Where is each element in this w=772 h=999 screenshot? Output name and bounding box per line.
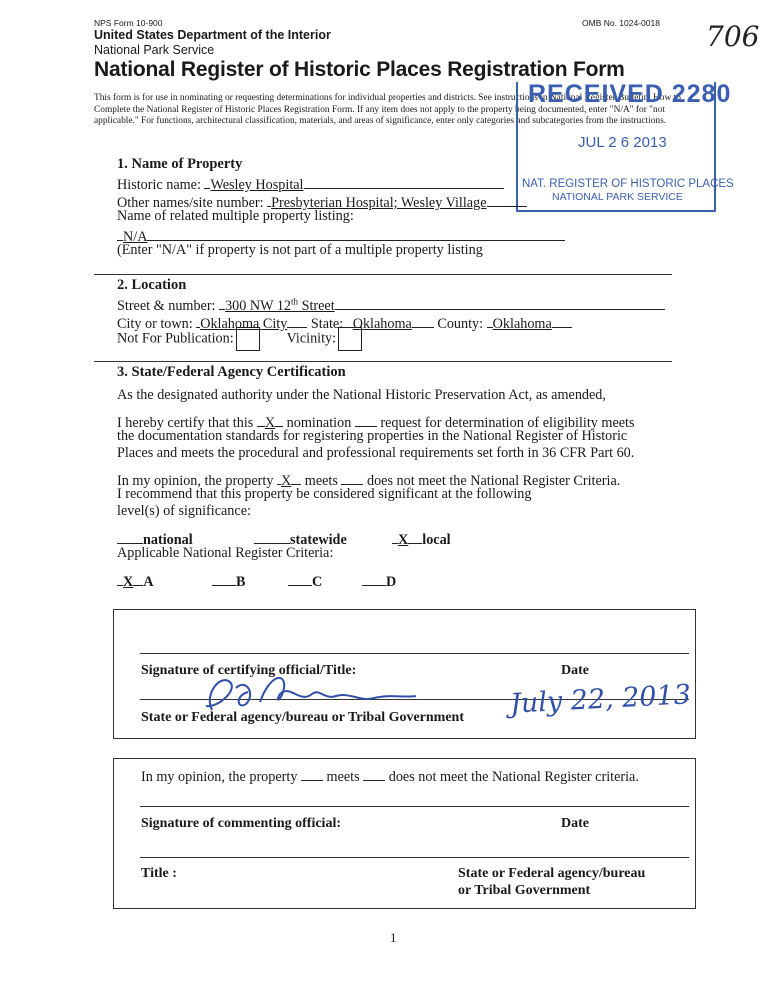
levels-text: level(s) of significance: xyxy=(117,503,251,519)
stamp-date: JUL 2 6 2013 xyxy=(578,134,667,151)
vicinity-label: Vicinity: xyxy=(286,330,337,347)
commenting-opinion-text: In my opinion, the property xyxy=(141,769,301,785)
criteria-d-label: D xyxy=(386,574,397,590)
related-listing-note: (Enter "N/A" if property is not part of a multiple property listing xyxy=(117,242,483,258)
state-value: Oklahoma xyxy=(352,316,412,332)
commenting-not-meet-text: does not meet the National Register criteria. xyxy=(385,769,639,785)
commenting-agency-label-2: or Tribal Government xyxy=(458,883,591,898)
state-label: State: xyxy=(310,316,344,332)
nomination-mark: X xyxy=(264,415,276,431)
criteria-b-label: B xyxy=(236,574,246,590)
street-label: Street & number: xyxy=(117,298,216,314)
statewide-label: statewide xyxy=(290,532,347,548)
national-label: national xyxy=(143,532,193,548)
form-number: NPS Form 10-900 xyxy=(94,18,163,28)
not-for-publication-label: Not For Publication: xyxy=(117,330,234,347)
section1-title: 1. Name of Property xyxy=(117,156,243,172)
section3-title: 3. State/Federal Agency Certification xyxy=(117,364,346,380)
commenting-signature-label: Signature of commenting official: xyxy=(141,816,341,831)
signature-rule xyxy=(140,806,689,807)
service-name: National Park Service xyxy=(94,43,215,57)
certify-text-2: the documentation standards for registering properties in the National Register of Historic xyxy=(117,428,628,444)
related-listing-label: Name of related multiple property listing: xyxy=(117,208,354,224)
page-number: 1 xyxy=(390,930,397,945)
handwritten-number: 706 xyxy=(706,20,760,53)
commenting-opinion-line xyxy=(141,765,639,786)
criteria-a-label: A xyxy=(143,574,154,590)
criteria-d xyxy=(362,570,396,591)
certify-text: I hereby certify that this xyxy=(117,415,257,431)
title-rule xyxy=(140,857,689,858)
not-for-publication-checkbox[interactable] xyxy=(236,327,260,351)
other-names-value: Presbyterian Hospital; Wesley Village xyxy=(271,195,487,211)
section-divider xyxy=(94,274,672,275)
county-value: Oklahoma xyxy=(492,316,552,332)
vicinity-checkbox[interactable] xyxy=(338,327,362,351)
signature-rule xyxy=(140,653,689,654)
section-divider xyxy=(94,361,672,362)
form-title: National Register of Historic Places Registration Form xyxy=(94,58,625,81)
local-label: local xyxy=(422,532,451,548)
certifying-date-label: Date xyxy=(561,663,589,678)
section2-title: 2. Location xyxy=(117,277,187,293)
recommend-text: I recommend that this property be considered significant at the following xyxy=(117,486,532,502)
handwritten-date: July 22, 2013 xyxy=(509,679,692,720)
other-names-label: Other names/site number: xyxy=(117,195,264,211)
criteria-b xyxy=(212,570,245,591)
criteria-c xyxy=(288,570,322,591)
stamp-line2: NATIONAL PARK SERVICE xyxy=(552,191,683,203)
meets-mark: X xyxy=(280,473,292,489)
city-label: City or town: xyxy=(117,316,193,332)
omb-number: OMB No. 1024-0018 xyxy=(582,18,660,28)
commenting-agency-label-1: State or Federal agency/bureau xyxy=(458,866,646,881)
publication-line xyxy=(117,327,362,351)
meets-text: meets xyxy=(301,473,342,489)
local-mark: X xyxy=(398,532,409,548)
criteria-label: Applicable National Register Criteria: xyxy=(117,545,334,561)
opinion-text: In my opinion, the property xyxy=(117,473,277,489)
county-label: County: xyxy=(437,316,484,332)
certify-text-3: Places and meets the procedural and professional requirements set forth in 36 CFR Part 60. xyxy=(117,445,635,461)
stamp-received: RECEIVED 2280 xyxy=(528,80,732,108)
request-text: request for determination of eligibility meets xyxy=(376,415,635,431)
certifying-signature-label: Signature of certifying official/Title: xyxy=(141,663,357,678)
certifying-agency-label: State or Federal agency/bureau or Tribal Government xyxy=(141,710,465,725)
criteria-a-mark: X xyxy=(123,574,134,590)
nomination-text: nomination xyxy=(283,415,355,431)
city-value: Oklahoma City xyxy=(200,316,288,332)
department-name: United States Department of the Interior xyxy=(94,28,331,42)
historic-name-label: Historic name: xyxy=(117,177,201,193)
street-sup: th xyxy=(291,296,299,307)
handwritten-signature xyxy=(190,664,420,718)
does-not-meet-text: does not meet the National Register Criteria. xyxy=(363,473,621,489)
historic-name-value: Wesley Hospital xyxy=(210,177,304,193)
stamp-line1: NAT. REGISTER OF HISTORIC PLACES xyxy=(522,178,734,190)
commenting-title-label: Title : xyxy=(141,866,177,881)
level-local xyxy=(392,528,451,549)
commenting-date-label: Date xyxy=(561,816,589,831)
criteria-a xyxy=(117,570,154,591)
street-value: 300 NW 12 xyxy=(225,298,292,314)
criteria-c-label: C xyxy=(312,574,323,590)
authority-text: As the designated authority under the National Historic Preservation Act, as amended, xyxy=(117,387,606,403)
intro-instructions: This form is for use in nominating or requesting determinations for individual properties and districts. See instructions in National Register Bulletin, How to Complete the National Register of Historic Places Registration Form. If any item does not apply to the property being documented, enter "N/A" for "not applicable." For functions, architectural classification, materials, and areas of significance, enter only categories and subcategories from the instructions. xyxy=(94,93,681,127)
related-listing-value: N/A xyxy=(123,229,148,245)
commenting-meets-text: meets xyxy=(322,769,364,785)
street-suffix: Street xyxy=(298,298,335,314)
